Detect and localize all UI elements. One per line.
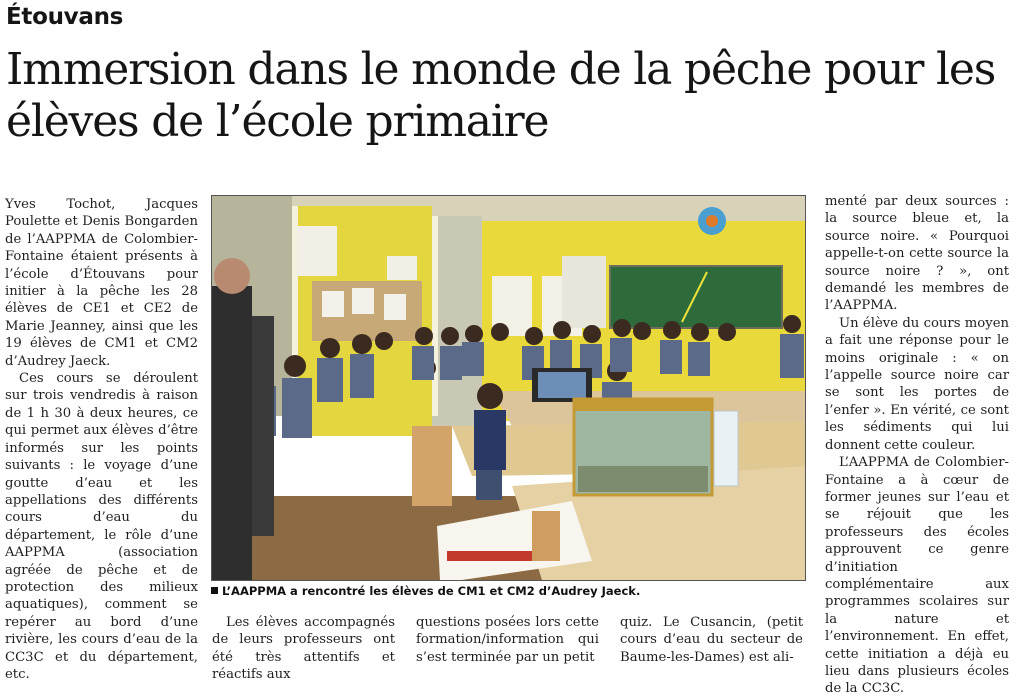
paragraph: quiz. Le Cusancin, (petit cours d’eau du secteur de Baume-les-Dames) est ali- <box>620 615 803 665</box>
article-column-1 <box>5 196 198 683</box>
paragraph: Ces cours se déroulent sur trois vendredis à raison de 1 h 30 à deux heures, ce qui permet aux élèves d’être informés sur les points suivants : le voyage d’une goutte d’eau et les appellations des différents cours d’eau du département, le rôle d’une AAPPMA (association agréée de pêche et de protection des milieux aquatiques), comment se repérer au bord d’une rivière, les cours d’eau de la CC3C et du département, etc. <box>5 371 198 682</box>
section-kicker: Étouvans <box>6 4 124 30</box>
article-headline: Immersion dans le monde de la pêche pour les élèves de l’école primaire <box>6 44 996 147</box>
article-column-4 <box>620 614 803 666</box>
paragraph: Un élève du cours moyen a fait une réponse pour le moins originale : « on l’appelle source noire car se sont les portes de l’enfer ». En vérité, ce sont les sédiments qui lui donnent cette couleur. <box>825 315 1009 453</box>
photo-caption <box>211 584 811 598</box>
photo-illustration <box>212 196 805 580</box>
paragraph: Les élèves accompagnés de leurs professeurs ont été très attentifs et réactifs aux <box>212 615 395 683</box>
article-column-2 <box>212 614 395 684</box>
classroom-photo <box>211 195 806 581</box>
paragraph: L’AAPPMA de Colombier-Fontaine a à cœur de former jeunes sur l’eau et se réjouit que les professeurs des écoles approuvent ce genre d’initiation complémentaire aux programmes scolaires sur la nature et l’environnement. En effet, cette initiation a déjà eu lieu dans plusieurs écoles de la CC3C. <box>825 455 1009 697</box>
article-column-right <box>825 193 1009 698</box>
caption-bullet <box>211 587 218 594</box>
caption-text: L’AAPPMA a rencontré les élèves de CM1 et CM2 d’Audrey Jaeck. <box>222 584 641 598</box>
article-column-3 <box>416 614 599 666</box>
paragraph: menté par deux sources : la source bleue et, la source noire. « Pourquoi appelle-t-on cette source la source noire ? », ont demandé les membres de l’AAPPMA. <box>825 194 1009 314</box>
paragraph: Yves Tochot, Jacques Poulette et Denis Bongarden de l’AAPPMA de Colombier-Fontaine étaient présents à l’école d’Étouvans pour initier à la pêche les 28 élèves de CE1 et CE2 de Marie Jeanney, ainsi que les 19 élèves de CM1 et CM2 d’Audrey Jaeck. <box>5 197 198 369</box>
paragraph: questions posées lors cette formation/information qui s’est terminée par un petit <box>416 615 599 665</box>
